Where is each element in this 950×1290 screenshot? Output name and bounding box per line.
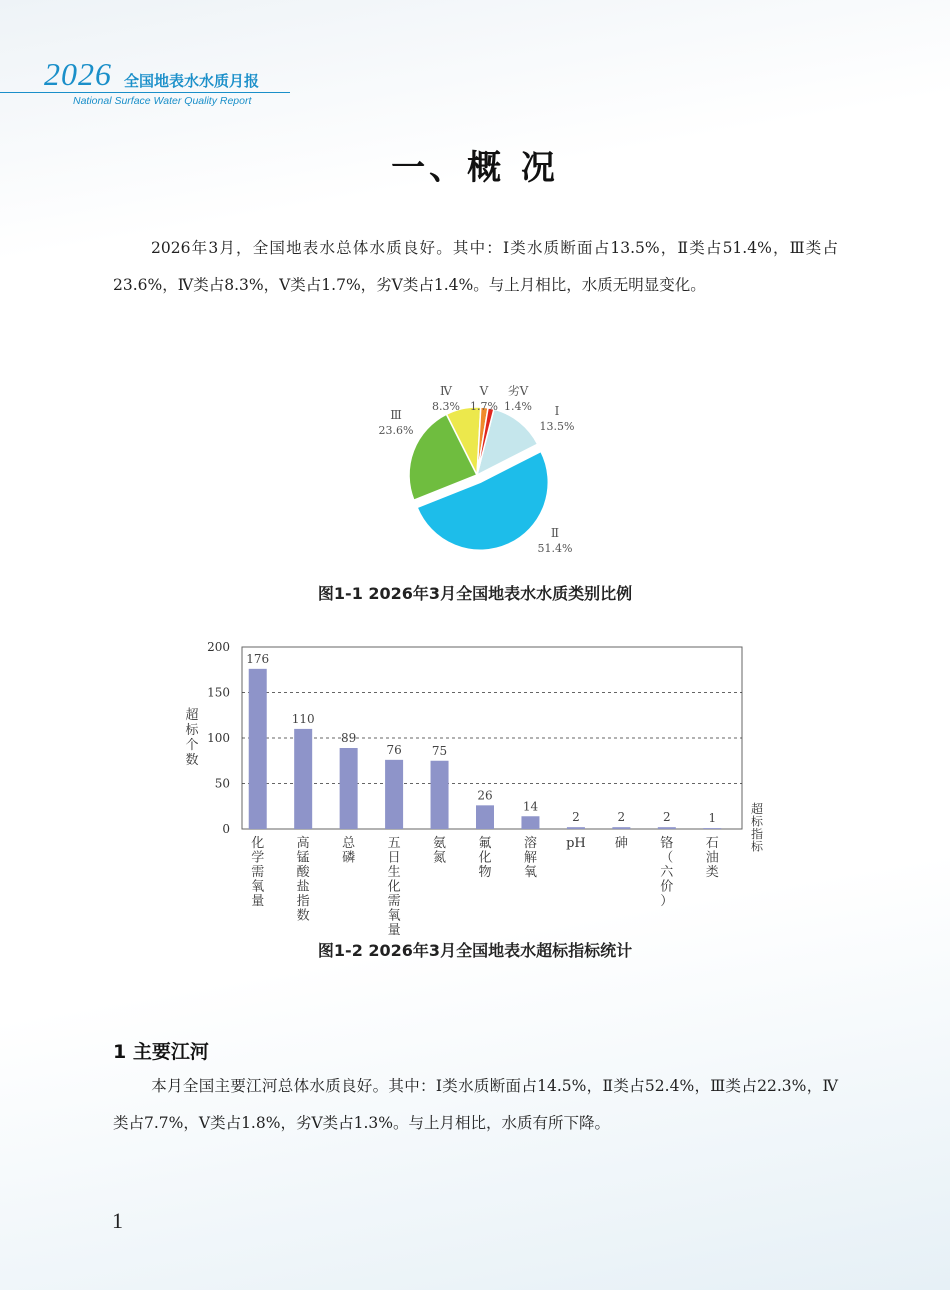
header-divider: [0, 92, 290, 93]
pie-pct-0: 13.5%: [539, 420, 575, 433]
x-tick-3: 五日生化需氧量: [387, 836, 401, 935]
x-tick-1: 高锰酸盐指数: [296, 836, 310, 924]
header-subtitle: National Surface Water Quality Report: [73, 95, 252, 107]
bar-value-0: 176: [246, 651, 270, 666]
y-tick-3: 150: [207, 685, 230, 700]
subsection-title: 1 主要江河: [113, 1041, 209, 1063]
intro-paragraph: [113, 230, 838, 304]
bar-10: [703, 828, 721, 829]
bar-1: [294, 729, 312, 829]
bar-4: [431, 761, 449, 829]
bar-value-3: 76: [386, 742, 402, 757]
pie-label-4: Ⅴ: [479, 384, 489, 398]
bar-9: [658, 827, 676, 829]
page-number: 1: [112, 1208, 123, 1233]
pie-pct-1: 51.4%: [537, 542, 573, 555]
pie-label-2: Ⅲ: [390, 408, 402, 422]
bar-value-2: 89: [340, 731, 357, 746]
section-title: 一、概 况: [391, 148, 559, 188]
header-year: 2026: [44, 56, 112, 92]
x-tick-2: 总磷: [342, 836, 356, 866]
x-tick-7: pH: [566, 836, 586, 851]
bar-value-1: 110: [291, 711, 315, 726]
y-axis-label: 超标个数: [185, 708, 199, 768]
x-tick-9: 铬（六价）: [660, 836, 674, 909]
x-tick-4: 氨氮: [433, 836, 447, 866]
y-tick-1: 50: [214, 776, 230, 791]
bar-7: [567, 827, 585, 829]
bar-value-5: 26: [477, 788, 493, 803]
y-tick-0: 0: [222, 822, 230, 836]
exceedance-bar-chart: [170, 635, 790, 935]
bar-2: [340, 748, 358, 829]
bar-value-6: 14: [522, 799, 539, 814]
bar-3: [385, 760, 403, 829]
bar-5: [476, 805, 494, 829]
rivers-text: 本月全国主要江河总体水质良好。其中：Ⅰ类水质断面占14.5%，Ⅱ类占52.4%，Ⅲ类占22.3%，Ⅳ类占7.7%，Ⅴ类占1.8%，劣Ⅴ类占1.3%。与上月相比，水质有所下降。: [113, 1077, 838, 1132]
pie-label-0: Ⅰ: [554, 404, 560, 418]
bar-6: [521, 816, 539, 829]
x-axis-label: 超标指标: [750, 802, 764, 854]
bar-value-8: 2: [617, 810, 626, 825]
report-header: [0, 50, 300, 120]
rivers-paragraph: [113, 1068, 838, 1142]
bar-value-9: 2: [662, 810, 671, 825]
y-tick-2: 100: [207, 731, 230, 745]
intro-text: 2026年3月，全国地表水总体水质良好。其中：Ⅰ类水质断面占13.5%，Ⅱ类占51.4%，Ⅲ类占23.6%，Ⅳ类占8.3%，Ⅴ类占1.7%，劣Ⅴ类占1.4%。与上月相比，水质无明显变化。: [113, 239, 838, 294]
bar-value-4: 75: [431, 743, 448, 758]
pie-label-5: 劣Ⅴ: [507, 384, 529, 398]
y-tick-4: 200: [207, 640, 230, 654]
x-tick-8: 砷: [614, 836, 628, 851]
x-tick-10: 石油类: [705, 836, 719, 880]
bar-value-10: 1: [708, 811, 717, 826]
pie-pct-4: 1.7%: [470, 400, 498, 413]
bar-0: [249, 669, 267, 829]
x-tick-0: 化学需氧量: [251, 836, 265, 909]
figure2-caption: 图1-2 2026年3月全国地表水超标指标统计: [317, 941, 633, 960]
bar-8: [612, 827, 630, 829]
pie-pct-2: 23.6%: [378, 424, 414, 437]
pie-label-3: Ⅳ: [440, 384, 452, 398]
pie-pct-3: 8.3%: [432, 400, 460, 413]
figure1-caption: 图1-1 2026年3月全国地表水水质类别比例: [317, 584, 633, 603]
pie-pct-5: 1.4%: [504, 400, 532, 413]
x-tick-5: 氟化物: [478, 836, 492, 880]
water-quality-pie-chart: [360, 375, 600, 575]
bar-value-7: 2: [572, 810, 580, 825]
pie-label-1: Ⅱ: [550, 526, 560, 540]
header-title: 全国地表水水质月报: [124, 72, 260, 90]
x-tick-6: 溶解氧: [523, 836, 537, 880]
